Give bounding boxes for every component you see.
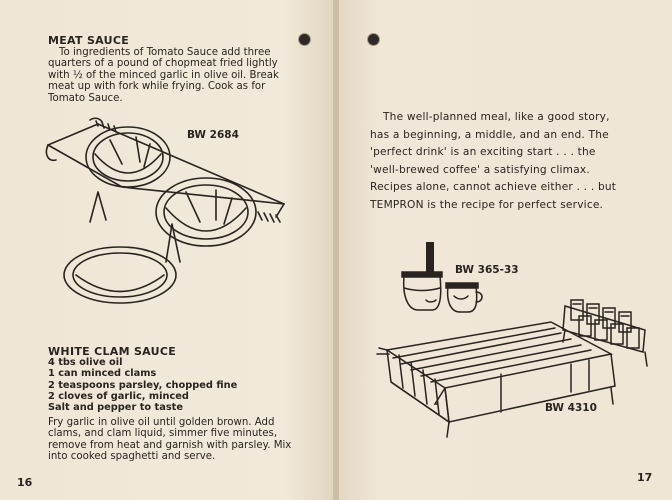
page-number-left: 16: [17, 476, 33, 489]
bottle-rack-illustration: [375, 292, 655, 442]
ingredient-item: 2 teaspoons parsley, chopped fine: [48, 379, 238, 391]
server-product-code: BW 2684: [187, 129, 239, 141]
ingredient-item: 4 tbs olive oil: [48, 357, 123, 368]
left-page: [0, 0, 333, 500]
page-number-right: 17: [637, 471, 653, 484]
clam-sauce-ingredients: [48, 357, 237, 413]
right-page: [339, 0, 672, 500]
ingredient-item: Salt and pepper to taste: [48, 402, 183, 414]
ingredient-item: 2 cloves of garlic, minced: [48, 390, 189, 402]
white-clam-sauce-title: WHITE CLAM SAUCE: [48, 345, 177, 358]
tempron-intro-text: The well-planned meal, like a good story, has a beginning, a middle, and an end. The 'perfect drink' is an exciting start . . . the 'well-brewed coffee' a satisfying climax. Recipes alone, cannot achieve either . . . but TEMPRON is the recipe for perfect service.: [370, 111, 617, 211]
double-server-illustration: [40, 112, 305, 312]
meat-sauce-text: To ingredients of Tomato Sauce add three quarters of a pound of chopmeat fried lightly with ½ of the minced garlic in olive oil. Break meat up with fork while frying. Cook as for Tomato Sauce.: [48, 47, 279, 104]
binding-hole: [299, 34, 310, 45]
meat-sauce-title: MEAT SAUCE: [48, 34, 130, 47]
binding-hole: [368, 34, 379, 45]
clam-sauce-instructions: Fry garlic in olive oil until golden brown. Add clams, and clam liquid, simmer five minutes, remove from heat and garnish with parsley. Mix into cooked spaghetti and serve.: [48, 417, 292, 463]
rack-product-code: BW 4310: [545, 402, 597, 414]
ingredient-item: 1 can minced clams: [48, 368, 157, 380]
coffee-set-product-code: BW 365-33: [455, 264, 519, 276]
